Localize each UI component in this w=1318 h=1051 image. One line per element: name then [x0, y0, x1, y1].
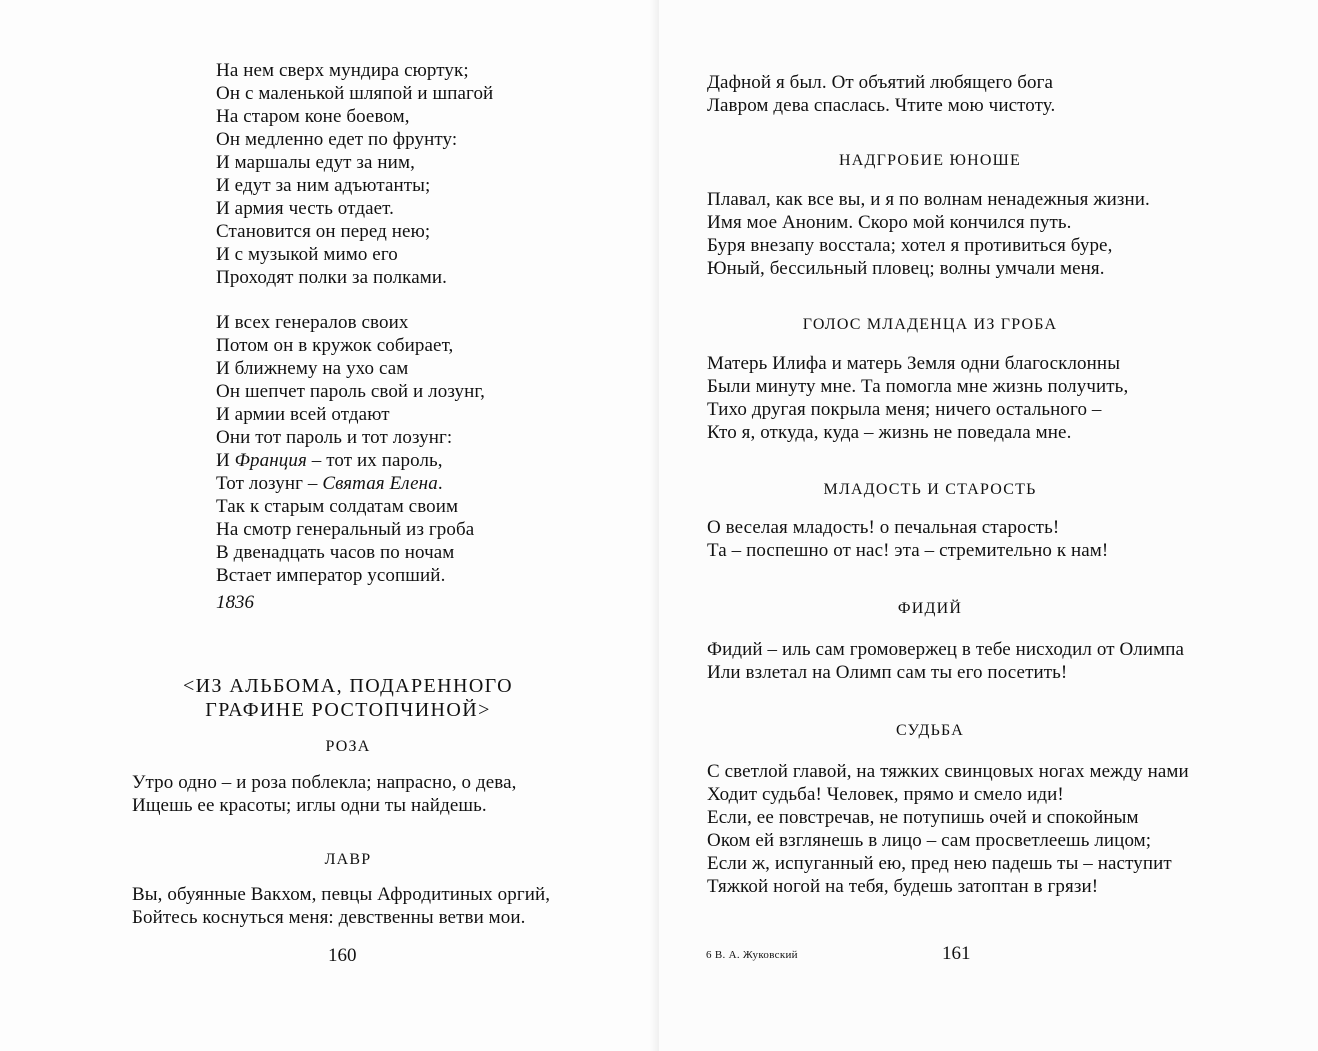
poem-golos [707, 352, 1128, 444]
verse-line-france [216, 449, 485, 472]
text-run: . [437, 473, 443, 494]
verse-line: Тяжкой ногой на тебя, будешь затоптан в грязи! [707, 876, 1099, 897]
verse-line: На старом коне боевом, [216, 106, 410, 127]
verse-line: На нем сверх мундира сюртук; [216, 60, 469, 81]
verse-line: Были минуту мне. Та помогла мне жизнь получить, [707, 376, 1129, 397]
poem-sudba [707, 760, 1189, 898]
poem-mladost [707, 516, 1108, 562]
verse-line: И армия честь отдает. [216, 198, 394, 219]
verse-line: И ближнему на ухо сам [216, 358, 409, 379]
right-page [659, 0, 1318, 1051]
text-run: – тот их пароль, [306, 450, 443, 471]
poem-stanza-1 [216, 59, 493, 289]
verse-line: Они тот пароль и тот лозунг: [216, 427, 453, 448]
section-title [130, 674, 566, 722]
poem-nadgrobie [707, 188, 1150, 280]
poem-title-lavr: ЛАВР [324, 851, 372, 868]
verse-line: На смотр генеральный из гроба [216, 519, 475, 540]
poem-title-mladost: МЛАДОСТЬ И СТАРОСТЬ [823, 481, 1037, 498]
section-title-line: ГРАФИНЕ РОСТОПЧИНОЙ> [205, 699, 491, 721]
verse-line: Оком ей взглянешь в лицо – сам просветлеешь лицом; [707, 830, 1152, 851]
page-number: 161 [942, 943, 971, 964]
verse-line: Вы, обуянные Вакхом, певцы Афродитиных оргий, [132, 884, 551, 905]
poem-title-sudba: СУДЬБА [895, 722, 964, 739]
verse-line: Юный, бессильный пловец; волны умчали меня. [707, 258, 1105, 279]
poem-date: 1836 [216, 592, 254, 613]
poem-fidiy [707, 638, 1184, 684]
poem-lavr [132, 883, 550, 929]
verse-line: Так к старым солдатам своим [216, 496, 459, 517]
verse-line: Бойтесь коснуться меня: девственны ветви мои. [132, 907, 526, 928]
verse-line: Кто я, откуда, куда – жизнь не поведала мне. [707, 422, 1072, 443]
signature-mark: 6 В. А. Жуковский [706, 949, 798, 961]
page-number: 160 [328, 945, 357, 966]
verse-line: Плавал, как все вы, и я по волнам ненадежныя жизни. [707, 189, 1150, 210]
italic-word: Франция [234, 450, 307, 471]
verse-line: Та – поспешно от нас! эта – стремительно к нам! [707, 540, 1109, 561]
verse-line: И всех генералов своих [216, 312, 409, 333]
verse-line-lozung [216, 472, 485, 495]
verse-line: Матерь Илифа и матерь Земля одни благосклонны [707, 353, 1121, 374]
verse-line: Имя мое Аноним. Скоро мой кончился путь. [707, 212, 1072, 233]
verse-line: В двенадцать часов по ночам [216, 542, 455, 563]
verse-line: И с музыкой мимо его [216, 244, 398, 265]
verse-line: Лавром дева спаслась. Чтите мою чистоту. [707, 95, 1056, 116]
verse-line: Если, ее повстречав, не потупишь очей и спокойным [707, 807, 1139, 828]
text-run: И [216, 450, 235, 471]
verse-line: И едут за ним адъютанты; [216, 175, 431, 196]
verse-line: Фидий – иль сам громовержец в тебе нисходил от Олимпа [707, 639, 1185, 660]
text-run: Тот лозунг – [216, 473, 323, 494]
poem-stanza-2 [216, 311, 485, 587]
verse-line: Тихо другая покрыла меня; ничего остального – [707, 399, 1102, 420]
verse-line: Становится он перед нею; [216, 221, 431, 242]
verse-line: Если ж, испуганный ею, пред нею падешь ты – наступит [707, 853, 1172, 874]
verse-line: Дафной я был. От объятий любящего бога [707, 72, 1054, 93]
verse-line: Он медленно едет по фрунту: [216, 129, 458, 150]
verse-line: И маршалы едут за ним, [216, 152, 415, 173]
poem-title-nadgrobie: НАДГРОБИЕ ЮНОШЕ [839, 152, 1021, 169]
verse-line: Ходит судьба! Человек, прямо и смело иди! [707, 784, 1064, 805]
verse-line: О веселая младость! о печальная старость! [707, 517, 1060, 538]
verse-line: С светлой главой, на тяжких свинцовых ногах между нами [707, 761, 1189, 782]
verse-line: Или взлетал на Олимп сам ты его посетить! [707, 662, 1068, 683]
poem-lavr-continued [707, 71, 1055, 117]
poem-title-golos: ГОЛОС МЛАДЕНЦА ИЗ ГРОБА [802, 316, 1058, 333]
verse-line: Буря внезапу восстала; хотел я противиться буре, [707, 235, 1113, 256]
verse-line: Потом он в кружок собирает, [216, 335, 454, 356]
verse-line: И армии всей отдают [216, 404, 390, 425]
verse-line: Проходят полки за полками. [216, 267, 447, 288]
section-title-line: <ИЗ АЛЬБОМА, ПОДАРЕННОГО [182, 675, 513, 697]
verse-line: Утро одно – и роза поблекла; напрасно, о дева, [132, 772, 517, 793]
verse-line: Ищешь ее красоты; иглы одни ты найдешь. [132, 795, 487, 816]
verse-line: Он шепчет пароль свой и лозунг, [216, 381, 486, 402]
poem-title-roza: РОЗА [325, 738, 371, 755]
verse-line: Он с маленькой шляпой и шпагой [216, 83, 494, 104]
poem-roza [132, 771, 517, 817]
poem-title-fidiy: ФИДИЙ [897, 600, 963, 617]
verse-line: Встает император усопший. [216, 565, 446, 586]
italic-word: Святая Елена [322, 473, 438, 494]
